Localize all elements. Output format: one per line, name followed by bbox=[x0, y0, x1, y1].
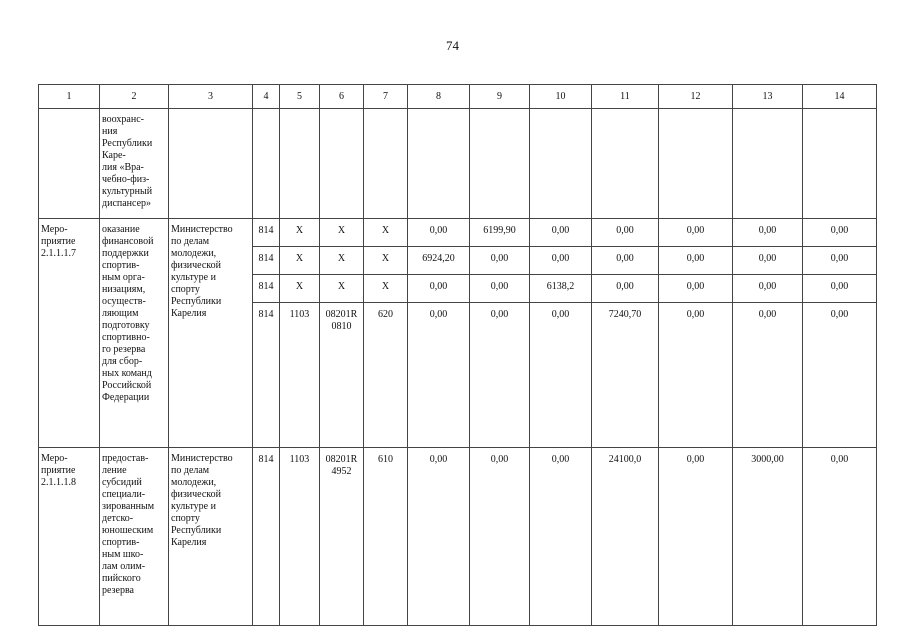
table-cell: Х bbox=[320, 275, 364, 303]
table-cell: 0,00 bbox=[803, 275, 877, 303]
table-cell: 0,00 bbox=[659, 247, 733, 275]
table-cell bbox=[39, 109, 100, 219]
measure-description: предостав- ление субсидий специали- зированным детско- юношеским спортив- ным шко- лам олим- пийского резерва bbox=[100, 448, 169, 626]
table-cell bbox=[408, 109, 470, 219]
table-cell: Х bbox=[280, 275, 320, 303]
header-cell: 1 bbox=[39, 85, 100, 109]
measure-description: оказание финансовой поддержки спортив- ным орга- низациям, осуществ- ляющим подготовку спортивно- го резерва для сбор- ных команд Российской Федерации bbox=[100, 219, 169, 448]
header-cell: 6 bbox=[320, 85, 364, 109]
header-cell: 3 bbox=[169, 85, 253, 109]
table-cell: 3000,00 bbox=[733, 448, 803, 626]
table-cell: 0,00 bbox=[408, 303, 470, 448]
table-cell bbox=[320, 109, 364, 219]
table-cell: 610 bbox=[364, 448, 408, 626]
table-row bbox=[39, 219, 877, 247]
table-cell bbox=[280, 109, 320, 219]
table-cell: 0,00 bbox=[733, 275, 803, 303]
header-cell: 10 bbox=[530, 85, 592, 109]
table-cell: Х bbox=[364, 275, 408, 303]
table-cell: 7240,70 bbox=[592, 303, 659, 448]
table-cell: 0,00 bbox=[733, 219, 803, 247]
table-cell: 6199,90 bbox=[470, 219, 530, 247]
header-row bbox=[39, 85, 877, 109]
table-cell: Х bbox=[280, 219, 320, 247]
table-cell: 0,00 bbox=[408, 219, 470, 247]
header-cell: 5 bbox=[280, 85, 320, 109]
measure-executor: Министерство по делам молодежи, физической культуре и спорту Республики Карелия bbox=[169, 448, 253, 626]
table-cell: 08201R 0810 bbox=[320, 303, 364, 448]
table-cell: 814 bbox=[253, 247, 280, 275]
header-cell: 2 bbox=[100, 85, 169, 109]
header-cell: 12 bbox=[659, 85, 733, 109]
table-cell: Х bbox=[280, 247, 320, 275]
header-cell: 4 bbox=[253, 85, 280, 109]
header-cell: 11 bbox=[592, 85, 659, 109]
table-cell: 0,00 bbox=[659, 303, 733, 448]
table-cell: 0,00 bbox=[659, 219, 733, 247]
table-cell: 1103 bbox=[280, 303, 320, 448]
table-cell: 0,00 bbox=[733, 303, 803, 448]
table-cell: 6138,2 bbox=[530, 275, 592, 303]
table-cell: 0,00 bbox=[470, 275, 530, 303]
table-cell bbox=[592, 109, 659, 219]
table-cell bbox=[470, 109, 530, 219]
header-cell: 9 bbox=[470, 85, 530, 109]
table-cell bbox=[364, 109, 408, 219]
header-cell: 7 bbox=[364, 85, 408, 109]
table-cell: 0,00 bbox=[803, 247, 877, 275]
table-row bbox=[39, 448, 877, 626]
table-cell: 0,00 bbox=[592, 247, 659, 275]
table-cell: 0,00 bbox=[659, 448, 733, 626]
table-cell: 0,00 bbox=[470, 247, 530, 275]
table-cell: Х bbox=[364, 219, 408, 247]
table-cell: 0,00 bbox=[530, 303, 592, 448]
table-cell: 814 bbox=[253, 275, 280, 303]
table-row-continuation bbox=[39, 109, 877, 219]
measure-executor: Министерство по делам молодежи, физической культуре и спорту Республики Карелия bbox=[169, 219, 253, 448]
table-cell: 0,00 bbox=[470, 303, 530, 448]
table-cell: 0,00 bbox=[733, 247, 803, 275]
table-cell: 0,00 bbox=[470, 448, 530, 626]
table-cell bbox=[530, 109, 592, 219]
header-cell: 13 bbox=[733, 85, 803, 109]
table-cell: Х bbox=[320, 247, 364, 275]
table-cell bbox=[169, 109, 253, 219]
budget-table bbox=[38, 84, 877, 626]
table-cell: 0,00 bbox=[803, 219, 877, 247]
measure-name: Меро- приятие 2.1.1.1.7 bbox=[39, 219, 100, 448]
table-cell: 0,00 bbox=[530, 219, 592, 247]
table-cell: 6924,20 bbox=[408, 247, 470, 275]
table-cell: 814 bbox=[253, 448, 280, 626]
page-number: 74 bbox=[446, 38, 459, 53]
table-cell: 0,00 bbox=[530, 247, 592, 275]
table-cell bbox=[733, 109, 803, 219]
table-cell: 0,00 bbox=[408, 448, 470, 626]
table-cell bbox=[253, 109, 280, 219]
table-cell: 0,00 bbox=[592, 219, 659, 247]
table-cell: 0,00 bbox=[659, 275, 733, 303]
table-cell: 620 bbox=[364, 303, 408, 448]
table-cell bbox=[659, 109, 733, 219]
table-cell: 0,00 bbox=[408, 275, 470, 303]
table-cell: 0,00 bbox=[592, 275, 659, 303]
header-cell: 14 bbox=[803, 85, 877, 109]
header-cell: 8 bbox=[408, 85, 470, 109]
table-cell: 0,00 bbox=[530, 448, 592, 626]
table-cell: 0,00 bbox=[803, 303, 877, 448]
table-cell: 24100,0 bbox=[592, 448, 659, 626]
table-cell: 814 bbox=[253, 303, 280, 448]
table-cell: 814 bbox=[253, 219, 280, 247]
table-cell: 0,00 bbox=[803, 448, 877, 626]
continued-description: воохранс- ния Республики Каре- лия «Вра- чебно-физ- культурный диспансер» bbox=[100, 109, 169, 219]
measure-name: Меро- приятие 2.1.1.1.8 bbox=[39, 448, 100, 626]
table-cell: 1103 bbox=[280, 448, 320, 626]
table-cell: Х bbox=[320, 219, 364, 247]
table-cell: 08201R 4952 bbox=[320, 448, 364, 626]
table-cell: Х bbox=[364, 247, 408, 275]
table-cell bbox=[803, 109, 877, 219]
